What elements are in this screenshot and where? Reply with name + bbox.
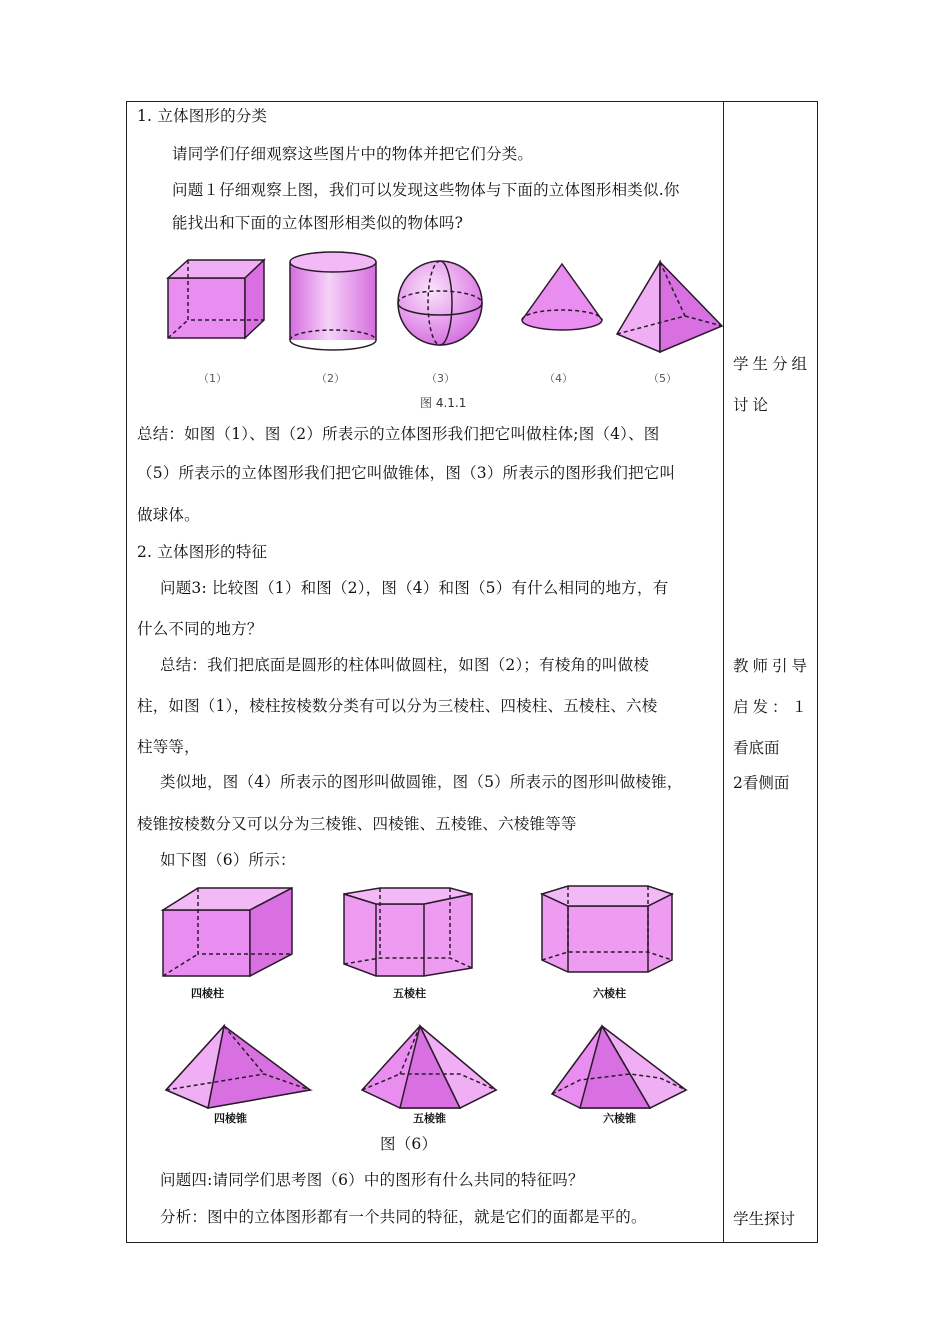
similar-line2: 棱锥按棱数分又可以分为三棱锥、四棱锥、五棱锥、六棱锥等等 [137,815,577,833]
summary1-line2: （5）所表示的立体图形我们把它叫做锥体，图（3）所表示的图形我们把它叫 [137,464,676,482]
label-pentagonal-prism: 五棱柱 [393,987,426,1000]
section1-heading: 1. 立体图形的分类 [137,107,268,125]
fig6-intro: 如下图（6）所示： [160,851,296,869]
cylinder-shape [290,252,376,350]
quadrangular-pyramid-figure [164,1024,314,1110]
note-teacher-guide-line3: 看底面 [733,739,780,757]
pentagonal-pyramid-figure [360,1024,500,1110]
fig-caption-4-1-1: 图 4.1.1 [420,396,467,410]
hexagonal-prism-figure [538,884,678,976]
note-group-discussion-line2: 讨论 [733,396,773,414]
label-pentagonal-pyramid: 五棱锥 [413,1112,446,1125]
fig-label-3: （3） [426,372,455,385]
note-student-explore: 学生探讨 [733,1210,796,1228]
q3-line2: 什么不同的地方？ [137,620,263,638]
quadrangular-prism-figure [160,882,295,982]
figure-4-1-1 [160,248,725,413]
fig-label-1: （1） [198,372,227,385]
analysis: 分析：图中的立体图形都有一个共同的特征，就是它们的面都是平的。 [160,1208,647,1226]
question4: 问题四:请同学们思考图（6）中的图形有什么共同的特征吗？ [160,1171,584,1189]
note-teacher-guide-line4: 2看侧面 [733,774,790,792]
summary2-line3: 柱等等， [137,738,200,756]
cone-shape [522,264,602,330]
note-teacher-guide-line2: 启发：１ [733,698,812,716]
pentagonal-prism-figure [340,886,480,976]
summary2-line2: 柱，如图（1），棱柱按棱数分类有可以分为三棱柱、四棱柱、五棱柱、六棱 [137,697,658,715]
fig-label-2: （2） [316,372,345,385]
cube-shape [168,260,264,338]
label-hexagonal-pyramid: 六棱锥 [603,1112,636,1125]
sphere-shape [398,261,482,345]
hexagonal-pyramid-figure [550,1024,690,1110]
similar-line1: 类似地，图（4）所表示的图形叫做圆锥，图（5）所表示的图形叫做棱锥， [160,773,683,791]
q3-line1: 问题3: 比较图（1）和图（2），图（4）和图（5）有什么相同的地方，有 [160,579,669,597]
fig6-caption: 图（6） [380,1135,438,1153]
summary1-line3: 做球体。 [137,506,200,524]
pyramid-shape [617,262,722,352]
section1-line1: 请同学们仔细观察这些图片中的物体并把它们分类。 [172,145,534,163]
note-teacher-guide-line1: 教师引导 [733,657,812,675]
fig-label-4: （4） [544,372,573,385]
summary1-line1: 总结：如图（1）、图（2）所表示的立体图形我们把它叫做柱体;图（4）、图 [137,425,660,443]
label-quadrangular-pyramid: 四棱锥 [214,1112,247,1125]
summary2-line1: 总结：我们把底面是圆形的柱体叫做圆柱，如图（2）；有棱角的叫做棱 [160,656,650,674]
note-group-discussion-line1: 学生分组 [733,355,812,373]
section1-line2: 问题１仔细观察上图，我们可以发现这些物体与下面的立体图形相类似.你 [172,181,680,199]
section2-heading: 2. 立体图形的特征 [137,543,268,561]
fig-label-5: （5） [648,372,677,385]
section1-line3: 能找出和下面的立体图形相类似的物体吗? [172,214,464,232]
label-hexagonal-prism: 六棱柱 [593,987,626,1000]
label-quadrangular-prism: 四棱柱 [191,987,224,1000]
